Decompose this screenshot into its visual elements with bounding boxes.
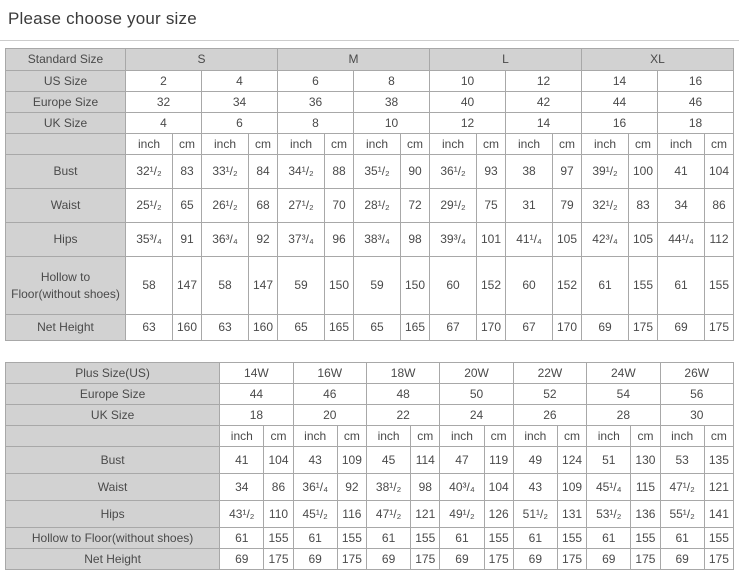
measure-cell-inch: 41 bbox=[658, 155, 705, 189]
measure-cell-cm: 70 bbox=[325, 189, 354, 223]
measure-cell-cm: 91 bbox=[173, 223, 202, 257]
measure-cell-inch: 43 bbox=[513, 474, 557, 501]
measure-cell-cm: 92 bbox=[249, 223, 278, 257]
measure-cell-inch: 58 bbox=[126, 257, 173, 315]
size-cell: 16 bbox=[658, 71, 734, 92]
size-cell: 2 bbox=[126, 71, 202, 92]
measure-cell-inch: 42³/₄ bbox=[582, 223, 629, 257]
measure-cell-inch: 36³/₄ bbox=[202, 223, 249, 257]
measure-cell-cm: 152 bbox=[477, 257, 506, 315]
measure-cell-inch: 39³/₄ bbox=[430, 223, 477, 257]
measure-cell-inch: 37³/₄ bbox=[278, 223, 325, 257]
measure-cell-cm: 160 bbox=[173, 315, 202, 341]
measure-cell-cm: 115 bbox=[631, 474, 660, 501]
size-cell: 18W bbox=[366, 363, 439, 384]
measure-cell-cm: 75 bbox=[477, 189, 506, 223]
table-corner-label: Standard Size bbox=[6, 49, 126, 71]
measure-cell-cm: 83 bbox=[629, 189, 658, 223]
size-cell: 14W bbox=[220, 363, 293, 384]
measure-cell-cm: 155 bbox=[264, 528, 293, 549]
measure-cell-inch: 67 bbox=[506, 315, 553, 341]
measure-cell-inch: 69 bbox=[660, 549, 704, 570]
measure-cell-inch: 53¹/₂ bbox=[587, 501, 631, 528]
unit-header-inch: inch bbox=[354, 134, 401, 155]
measure-cell-inch: 69 bbox=[582, 315, 629, 341]
unit-header-inch: inch bbox=[366, 426, 410, 447]
measure-cell-cm: 97 bbox=[553, 155, 582, 189]
measure-cell-cm: 112 bbox=[705, 223, 734, 257]
measure-cell-inch: 47¹/₂ bbox=[660, 474, 704, 501]
size-cell: 30 bbox=[660, 405, 733, 426]
size-cell: 18 bbox=[220, 405, 293, 426]
measure-cell-inch: 32¹/₂ bbox=[582, 189, 629, 223]
measure-cell-cm: 104 bbox=[484, 474, 513, 501]
measure-cell-cm: 155 bbox=[704, 528, 733, 549]
measure-cell-cm: 150 bbox=[325, 257, 354, 315]
measure-cell-inch: 63 bbox=[126, 315, 173, 341]
unit-header-cm: cm bbox=[401, 134, 430, 155]
measure-cell-cm: 175 bbox=[629, 315, 658, 341]
measure-cell-cm: 141 bbox=[704, 501, 733, 528]
measure-cell-cm: 79 bbox=[553, 189, 582, 223]
unit-header-inch: inch bbox=[587, 426, 631, 447]
measure-cell-cm: 170 bbox=[477, 315, 506, 341]
size-group-header: S bbox=[126, 49, 278, 71]
measure-cell-cm: 150 bbox=[401, 257, 430, 315]
size-cell: 14 bbox=[506, 113, 582, 134]
measure-cell-inch: 67 bbox=[430, 315, 477, 341]
size-group-header: L bbox=[430, 49, 582, 71]
size-cell: 6 bbox=[278, 71, 354, 92]
size-cell: 8 bbox=[278, 113, 354, 134]
measure-cell-inch: 69 bbox=[440, 549, 484, 570]
measure-cell-inch: 32¹/₂ bbox=[126, 155, 173, 189]
row-label: US Size bbox=[6, 71, 126, 92]
measure-cell-cm: 119 bbox=[484, 447, 513, 474]
measure-cell-inch: 59 bbox=[278, 257, 325, 315]
unit-header-cm: cm bbox=[553, 134, 582, 155]
measure-cell-inch: 45¹/₂ bbox=[293, 501, 337, 528]
row-label: Hollow to Floor(without shoes) bbox=[6, 528, 220, 549]
unit-header-cm: cm bbox=[173, 134, 202, 155]
unit-header-inch: inch bbox=[126, 134, 173, 155]
measure-cell-inch: 28¹/₂ bbox=[354, 189, 401, 223]
measure-cell-cm: 130 bbox=[631, 447, 660, 474]
size-cell: 56 bbox=[660, 384, 733, 405]
measure-cell-cm: 165 bbox=[325, 315, 354, 341]
size-cell: 42 bbox=[506, 92, 582, 113]
measure-cell-cm: 109 bbox=[337, 447, 366, 474]
row-label: Bust bbox=[6, 155, 126, 189]
unit-row-corner bbox=[6, 426, 220, 447]
measure-cell-cm: 88 bbox=[325, 155, 354, 189]
measure-cell-inch: 45¹/₄ bbox=[587, 474, 631, 501]
row-label: Bust bbox=[6, 447, 220, 474]
measure-cell-inch: 43¹/₂ bbox=[220, 501, 264, 528]
size-cell: 18 bbox=[658, 113, 734, 134]
measure-cell-cm: 152 bbox=[553, 257, 582, 315]
measure-cell-inch: 63 bbox=[202, 315, 249, 341]
plus-size-table bbox=[5, 362, 734, 570]
measure-cell-inch: 61 bbox=[366, 528, 410, 549]
measure-cell-inch: 33¹/₂ bbox=[202, 155, 249, 189]
unit-header-inch: inch bbox=[658, 134, 705, 155]
measure-cell-cm: 175 bbox=[411, 549, 440, 570]
size-cell: 10 bbox=[354, 113, 430, 134]
measure-cell-cm: 131 bbox=[557, 501, 586, 528]
measure-cell-inch: 43 bbox=[293, 447, 337, 474]
size-cell: 22 bbox=[366, 405, 439, 426]
row-label: Waist bbox=[6, 189, 126, 223]
unit-header-cm: cm bbox=[705, 134, 734, 155]
measure-cell-inch: 51¹/₂ bbox=[513, 501, 557, 528]
measure-cell-inch: 69 bbox=[366, 549, 410, 570]
size-cell: 38 bbox=[354, 92, 430, 113]
measure-cell-inch: 38³/₄ bbox=[354, 223, 401, 257]
measure-cell-cm: 155 bbox=[631, 528, 660, 549]
unit-header-cm: cm bbox=[631, 426, 660, 447]
measure-cell-inch: 61 bbox=[440, 528, 484, 549]
measure-cell-inch: 61 bbox=[660, 528, 704, 549]
measure-cell-inch: 61 bbox=[293, 528, 337, 549]
measure-cell-inch: 38¹/₂ bbox=[366, 474, 410, 501]
measure-cell-inch: 41 bbox=[220, 447, 264, 474]
measure-cell-cm: 104 bbox=[705, 155, 734, 189]
measure-cell-cm: 98 bbox=[411, 474, 440, 501]
measure-cell-cm: 175 bbox=[557, 549, 586, 570]
measure-cell-cm: 101 bbox=[477, 223, 506, 257]
measure-cell-inch: 34 bbox=[658, 189, 705, 223]
measure-cell-inch: 61 bbox=[587, 528, 631, 549]
unit-header-inch: inch bbox=[220, 426, 264, 447]
measure-cell-inch: 31 bbox=[506, 189, 553, 223]
row-label: Hips bbox=[6, 223, 126, 257]
unit-row-corner bbox=[6, 134, 126, 155]
measure-cell-inch: 69 bbox=[293, 549, 337, 570]
measure-cell-cm: 175 bbox=[264, 549, 293, 570]
unit-header-inch: inch bbox=[506, 134, 553, 155]
measure-cell-inch: 47¹/₂ bbox=[366, 501, 410, 528]
size-cell: 44 bbox=[582, 92, 658, 113]
measure-cell-cm: 100 bbox=[629, 155, 658, 189]
size-cell: 14 bbox=[582, 71, 658, 92]
measure-cell-inch: 60 bbox=[506, 257, 553, 315]
measure-cell-inch: 69 bbox=[587, 549, 631, 570]
size-group-header: M bbox=[278, 49, 430, 71]
measure-cell-inch: 27¹/₂ bbox=[278, 189, 325, 223]
measure-cell-cm: 155 bbox=[705, 257, 734, 315]
standard-size-table bbox=[5, 48, 734, 341]
measure-cell-inch: 26¹/₂ bbox=[202, 189, 249, 223]
measure-cell-inch: 45 bbox=[366, 447, 410, 474]
measure-cell-inch: 69 bbox=[658, 315, 705, 341]
unit-header-inch: inch bbox=[430, 134, 477, 155]
row-label: Europe Size bbox=[6, 92, 126, 113]
measure-cell-inch: 49 bbox=[513, 447, 557, 474]
size-cell: 16 bbox=[582, 113, 658, 134]
unit-header-inch: inch bbox=[440, 426, 484, 447]
size-cell: 24 bbox=[440, 405, 513, 426]
size-cell: 26 bbox=[513, 405, 586, 426]
measure-cell-cm: 175 bbox=[337, 549, 366, 570]
size-cell: 36 bbox=[278, 92, 354, 113]
title-divider bbox=[0, 40, 739, 41]
unit-header-cm: cm bbox=[249, 134, 278, 155]
measure-cell-inch: 36¹/₄ bbox=[293, 474, 337, 501]
size-cell: 6 bbox=[202, 113, 278, 134]
row-label: Hollow to Floor(without shoes) bbox=[6, 257, 126, 315]
unit-header-inch: inch bbox=[278, 134, 325, 155]
size-cell: 20 bbox=[293, 405, 366, 426]
measure-cell-cm: 175 bbox=[704, 549, 733, 570]
measure-cell-cm: 92 bbox=[337, 474, 366, 501]
unit-header-cm: cm bbox=[484, 426, 513, 447]
measure-cell-cm: 93 bbox=[477, 155, 506, 189]
measure-cell-cm: 170 bbox=[553, 315, 582, 341]
measure-cell-inch: 61 bbox=[220, 528, 264, 549]
measure-cell-cm: 83 bbox=[173, 155, 202, 189]
size-cell: 24W bbox=[587, 363, 660, 384]
row-label: UK Size bbox=[6, 405, 220, 426]
size-cell: 16W bbox=[293, 363, 366, 384]
unit-header-inch: inch bbox=[582, 134, 629, 155]
row-label: Europe Size bbox=[6, 384, 220, 405]
size-cell: 54 bbox=[587, 384, 660, 405]
unit-header-cm: cm bbox=[264, 426, 293, 447]
measure-cell-cm: 147 bbox=[249, 257, 278, 315]
measure-cell-inch: 40³/₄ bbox=[440, 474, 484, 501]
unit-header-cm: cm bbox=[629, 134, 658, 155]
measure-cell-inch: 36¹/₂ bbox=[430, 155, 477, 189]
measure-cell-inch: 34¹/₂ bbox=[278, 155, 325, 189]
size-cell: 12 bbox=[506, 71, 582, 92]
measure-cell-inch: 58 bbox=[202, 257, 249, 315]
measure-cell-cm: 126 bbox=[484, 501, 513, 528]
measure-cell-cm: 136 bbox=[631, 501, 660, 528]
measure-cell-cm: 84 bbox=[249, 155, 278, 189]
unit-header-cm: cm bbox=[337, 426, 366, 447]
measure-cell-cm: 155 bbox=[411, 528, 440, 549]
size-cell: 26W bbox=[660, 363, 733, 384]
unit-header-cm: cm bbox=[704, 426, 733, 447]
measure-cell-inch: 34 bbox=[220, 474, 264, 501]
measure-cell-inch: 61 bbox=[513, 528, 557, 549]
row-label: Net Height bbox=[6, 315, 126, 341]
size-cell: 10 bbox=[430, 71, 506, 92]
measure-cell-inch: 35¹/₂ bbox=[354, 155, 401, 189]
measure-cell-cm: 175 bbox=[484, 549, 513, 570]
measure-cell-cm: 98 bbox=[401, 223, 430, 257]
unit-header-inch: inch bbox=[660, 426, 704, 447]
measure-cell-inch: 55¹/₂ bbox=[660, 501, 704, 528]
unit-header-inch: inch bbox=[202, 134, 249, 155]
measure-cell-inch: 29¹/₂ bbox=[430, 189, 477, 223]
size-cell: 20W bbox=[440, 363, 513, 384]
unit-header-inch: inch bbox=[293, 426, 337, 447]
measure-cell-inch: 39¹/₂ bbox=[582, 155, 629, 189]
measure-cell-inch: 60 bbox=[430, 257, 477, 315]
row-label: Plus Size(US) bbox=[6, 363, 220, 384]
measure-cell-inch: 25¹/₂ bbox=[126, 189, 173, 223]
measure-cell-cm: 155 bbox=[557, 528, 586, 549]
row-label: Net Height bbox=[6, 549, 220, 570]
size-cell: 46 bbox=[658, 92, 734, 113]
size-group-header: XL bbox=[582, 49, 734, 71]
unit-header-cm: cm bbox=[477, 134, 506, 155]
row-label: Hips bbox=[6, 501, 220, 528]
size-cell: 22W bbox=[513, 363, 586, 384]
measure-cell-cm: 86 bbox=[705, 189, 734, 223]
measure-cell-cm: 72 bbox=[401, 189, 430, 223]
measure-cell-cm: 155 bbox=[629, 257, 658, 315]
size-cell: 32 bbox=[126, 92, 202, 113]
measure-cell-inch: 65 bbox=[278, 315, 325, 341]
measure-cell-cm: 165 bbox=[401, 315, 430, 341]
measure-cell-cm: 121 bbox=[411, 501, 440, 528]
measure-cell-inch: 44¹/₄ bbox=[658, 223, 705, 257]
size-cell: 34 bbox=[202, 92, 278, 113]
size-cell: 46 bbox=[293, 384, 366, 405]
measure-cell-cm: 109 bbox=[557, 474, 586, 501]
measure-cell-inch: 38 bbox=[506, 155, 553, 189]
measure-cell-cm: 116 bbox=[337, 501, 366, 528]
measure-cell-inch: 69 bbox=[513, 549, 557, 570]
size-cell: 8 bbox=[354, 71, 430, 92]
measure-cell-cm: 124 bbox=[557, 447, 586, 474]
measure-cell-inch: 69 bbox=[220, 549, 264, 570]
unit-header-inch: inch bbox=[513, 426, 557, 447]
size-cell: 12 bbox=[430, 113, 506, 134]
measure-cell-cm: 135 bbox=[704, 447, 733, 474]
measure-cell-cm: 147 bbox=[173, 257, 202, 315]
measure-cell-cm: 155 bbox=[484, 528, 513, 549]
measure-cell-inch: 61 bbox=[582, 257, 629, 315]
measure-cell-inch: 49¹/₂ bbox=[440, 501, 484, 528]
measure-cell-cm: 68 bbox=[249, 189, 278, 223]
measure-cell-inch: 61 bbox=[658, 257, 705, 315]
measure-cell-cm: 175 bbox=[631, 549, 660, 570]
row-label: UK Size bbox=[6, 113, 126, 134]
measure-cell-cm: 105 bbox=[553, 223, 582, 257]
row-label: Waist bbox=[6, 474, 220, 501]
unit-header-cm: cm bbox=[325, 134, 354, 155]
size-cell: 50 bbox=[440, 384, 513, 405]
measure-cell-cm: 65 bbox=[173, 189, 202, 223]
page-title: Please choose your size bbox=[8, 9, 197, 28]
size-cell: 48 bbox=[366, 384, 439, 405]
measure-cell-cm: 104 bbox=[264, 447, 293, 474]
size-cell: 4 bbox=[202, 71, 278, 92]
size-cell: 40 bbox=[430, 92, 506, 113]
unit-header-cm: cm bbox=[557, 426, 586, 447]
measure-cell-inch: 59 bbox=[354, 257, 401, 315]
measure-cell-cm: 110 bbox=[264, 501, 293, 528]
measure-cell-inch: 47 bbox=[440, 447, 484, 474]
measure-cell-cm: 121 bbox=[704, 474, 733, 501]
measure-cell-inch: 53 bbox=[660, 447, 704, 474]
measure-cell-cm: 90 bbox=[401, 155, 430, 189]
size-cell: 44 bbox=[220, 384, 293, 405]
measure-cell-cm: 96 bbox=[325, 223, 354, 257]
measure-cell-cm: 105 bbox=[629, 223, 658, 257]
measure-cell-cm: 160 bbox=[249, 315, 278, 341]
measure-cell-inch: 41¹/₄ bbox=[506, 223, 553, 257]
measure-cell-cm: 175 bbox=[705, 315, 734, 341]
measure-cell-cm: 155 bbox=[337, 528, 366, 549]
measure-cell-cm: 86 bbox=[264, 474, 293, 501]
measure-cell-inch: 35³/₄ bbox=[126, 223, 173, 257]
size-cell: 52 bbox=[513, 384, 586, 405]
size-cell: 28 bbox=[587, 405, 660, 426]
size-cell: 4 bbox=[126, 113, 202, 134]
measure-cell-inch: 65 bbox=[354, 315, 401, 341]
measure-cell-cm: 114 bbox=[411, 447, 440, 474]
measure-cell-inch: 51 bbox=[587, 447, 631, 474]
unit-header-cm: cm bbox=[411, 426, 440, 447]
